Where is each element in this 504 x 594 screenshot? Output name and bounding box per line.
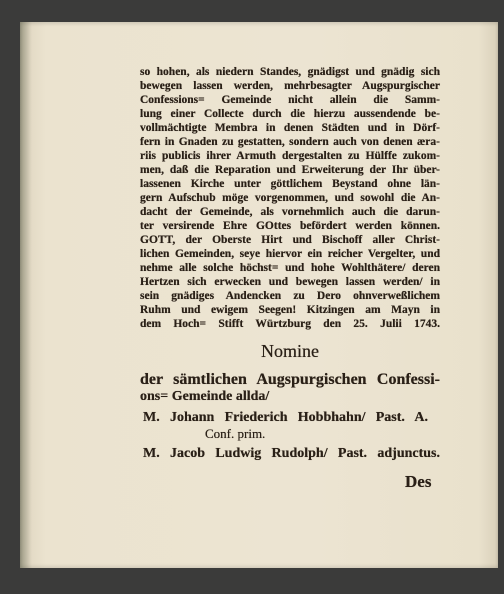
body-line: dacht der Gemeinde, als vornehmlich auch die darun- xyxy=(140,206,440,218)
body-line: Ruhm und ewigem Seegen! Kitzingen am Mayn in xyxy=(140,304,440,316)
body-line: lassenen Kirche unter göttlichem Beystand ohne län- xyxy=(140,178,440,190)
body-line: bewegen lassen werden, mehrbesagter Augspurgischer xyxy=(140,80,440,92)
signatory-2-name: M. Jacob Ludwig Rudolph/ Past. adjunctus. xyxy=(143,446,440,461)
body-line: vollmächtigte Membra in denen Städten und in Dörf- xyxy=(140,122,440,134)
catchword: Des xyxy=(405,472,432,491)
body-line: sein gnädiges Andencken zu Dero ohnverweßlichem xyxy=(140,290,440,302)
congregation-line-1: der sämtlichen Augspurgischen Confessi- xyxy=(140,371,440,388)
body-line: Confessions= Gemeinde nicht allein die Samm- xyxy=(140,94,440,106)
body-line: Hertzen sich erwecken und bewegen lassen werden/ in xyxy=(140,276,440,288)
body-line: so hohen, als niedern Standes, gnädigst und gnädig sich xyxy=(140,66,440,78)
signatory-1-name: M. Johann Friederich Hobbhahn/ Past. A. xyxy=(143,410,428,425)
congregation-line-2: ons= Gemeinde allda/ xyxy=(140,389,270,404)
body-line: lung einer Collecte durch die hierzu aussendende be- xyxy=(140,108,440,120)
body-line: gern Aufschub möge vorgenommen, und sowohl die An- xyxy=(140,192,440,204)
body-line: dem Hoch= Stifft Würtzburg den 25. Julii 1743. xyxy=(140,318,440,330)
body-line: ter versirende Ehre GOttes befördert werden können. xyxy=(140,220,440,232)
heading-nomine: Nomine xyxy=(261,341,319,361)
body-line: fern in Gnaden zu gestatten, sondern auch von denen æra- xyxy=(140,136,440,148)
body-line: men, daß die Reparation und Erweiterung der Ihr über- xyxy=(140,164,440,176)
body-line: riis publicis ihrer Armuth dergestalten zu Hülffe zukom- xyxy=(140,150,440,162)
body-line: nehme alle solche höchst= und hohe Wohlthätere/ deren xyxy=(140,262,440,274)
body-line: lichen Gemeinden, seye hiervor ein reicher Vergelter, und xyxy=(140,248,440,260)
signatory-1-title: Conf. prim. xyxy=(205,426,266,441)
body-line: GOTT, der Oberste Hirt und Bischoff aller Christ- xyxy=(140,234,440,246)
